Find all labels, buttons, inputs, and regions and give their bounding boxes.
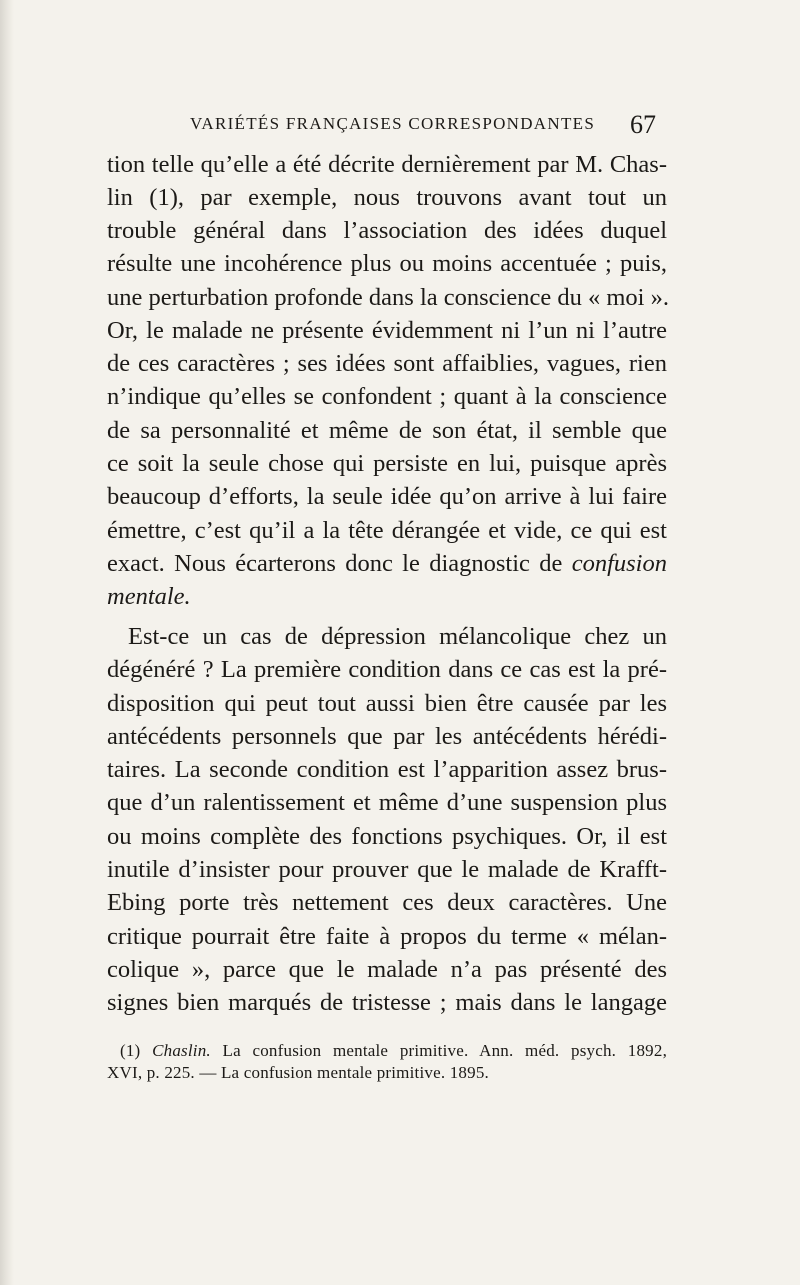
body-line: lin (1), par exemple, nous trouvons avant tout un [107, 184, 667, 211]
body-line: colique », parce que le malade n’a pas présenté des [107, 956, 667, 983]
body-line: Ebing porte très nettement ces deux caractères. Une [107, 889, 667, 916]
body-line [107, 547, 667, 580]
body-line: ou moins complète des fonctions psychiques. Or, il est [107, 823, 667, 850]
italic-term: mentale. [107, 583, 191, 610]
footnote-marker: (1) [120, 1041, 141, 1060]
body-line: Est-ce un cas de dépression mélancolique chez un [128, 623, 667, 650]
body-line: dégénéré ? La première condition dans ce cas est la pré- [107, 656, 667, 683]
body-line: résulte une incohérence plus ou moins accentuée ; puis, [107, 250, 667, 277]
running-title: VARIÉTÉS FRANÇAISES CORRESPONDANTES [190, 114, 596, 133]
body-line: une perturbation profonde dans la conscience du « moi ». [107, 284, 669, 311]
body-line: que d’un ralentissement et même d’une suspension plus [107, 789, 667, 816]
body-line [107, 580, 667, 613]
italic-term: confusion [571, 550, 667, 577]
body-line: disposition qui peut tout aussi bien être causée par les [107, 690, 667, 717]
page-gutter-shadow [0, 0, 14, 1285]
body-line: signes bien marqués de tristesse ; mais dans le langage [107, 989, 667, 1016]
footnote-author: Chaslin. [152, 1041, 211, 1060]
body-line: antécédents personnels que par les antécédents hérédi- [107, 723, 667, 750]
running-head [190, 112, 656, 138]
body-line: ce soit la seule chose qui persiste en lui, puisque après [107, 450, 667, 477]
body-line: inutile d’insister pour prouver que le malade de Krafft- [107, 856, 667, 883]
body-line: de ces caractères ; ses idées sont affaiblies, vagues, rien [107, 350, 667, 377]
body-line: beaucoup d’efforts, la seule idée qu’on arrive à lui faire [107, 483, 667, 510]
footnote-line: XVI, p. 225. — La confusion mentale primitive. 1895. [107, 1063, 489, 1082]
body-line: taires. La seconde condition est l’apparition assez brus- [107, 756, 667, 783]
body-line: tion telle qu’elle a été décrite dernièrement par M. Chas- [107, 151, 667, 178]
body-line: critique pourrait être faite à propos du terme « mélan- [107, 923, 667, 950]
body-line: n’indique qu’elles se confondent ; quant à la conscience [107, 383, 667, 410]
body-line: de sa personnalité et même de son état, il semble que [107, 417, 667, 444]
page-number: 67 [630, 110, 656, 139]
body-line-text: exact. Nous écarterons donc le diagnostic de [107, 550, 563, 577]
body-line: trouble général dans l’association des idées duquel [107, 217, 667, 244]
body-line: émettre, c’est qu’il a la tête dérangée et vide, ce qui est [107, 517, 667, 544]
body-line: Or, le malade ne présente évidemment ni l’un ni l’autre [107, 317, 667, 344]
footnote-line [120, 1040, 667, 1062]
footnote-text: La confusion mentale primitive. Ann. méd. psych. 1892, [222, 1041, 668, 1060]
